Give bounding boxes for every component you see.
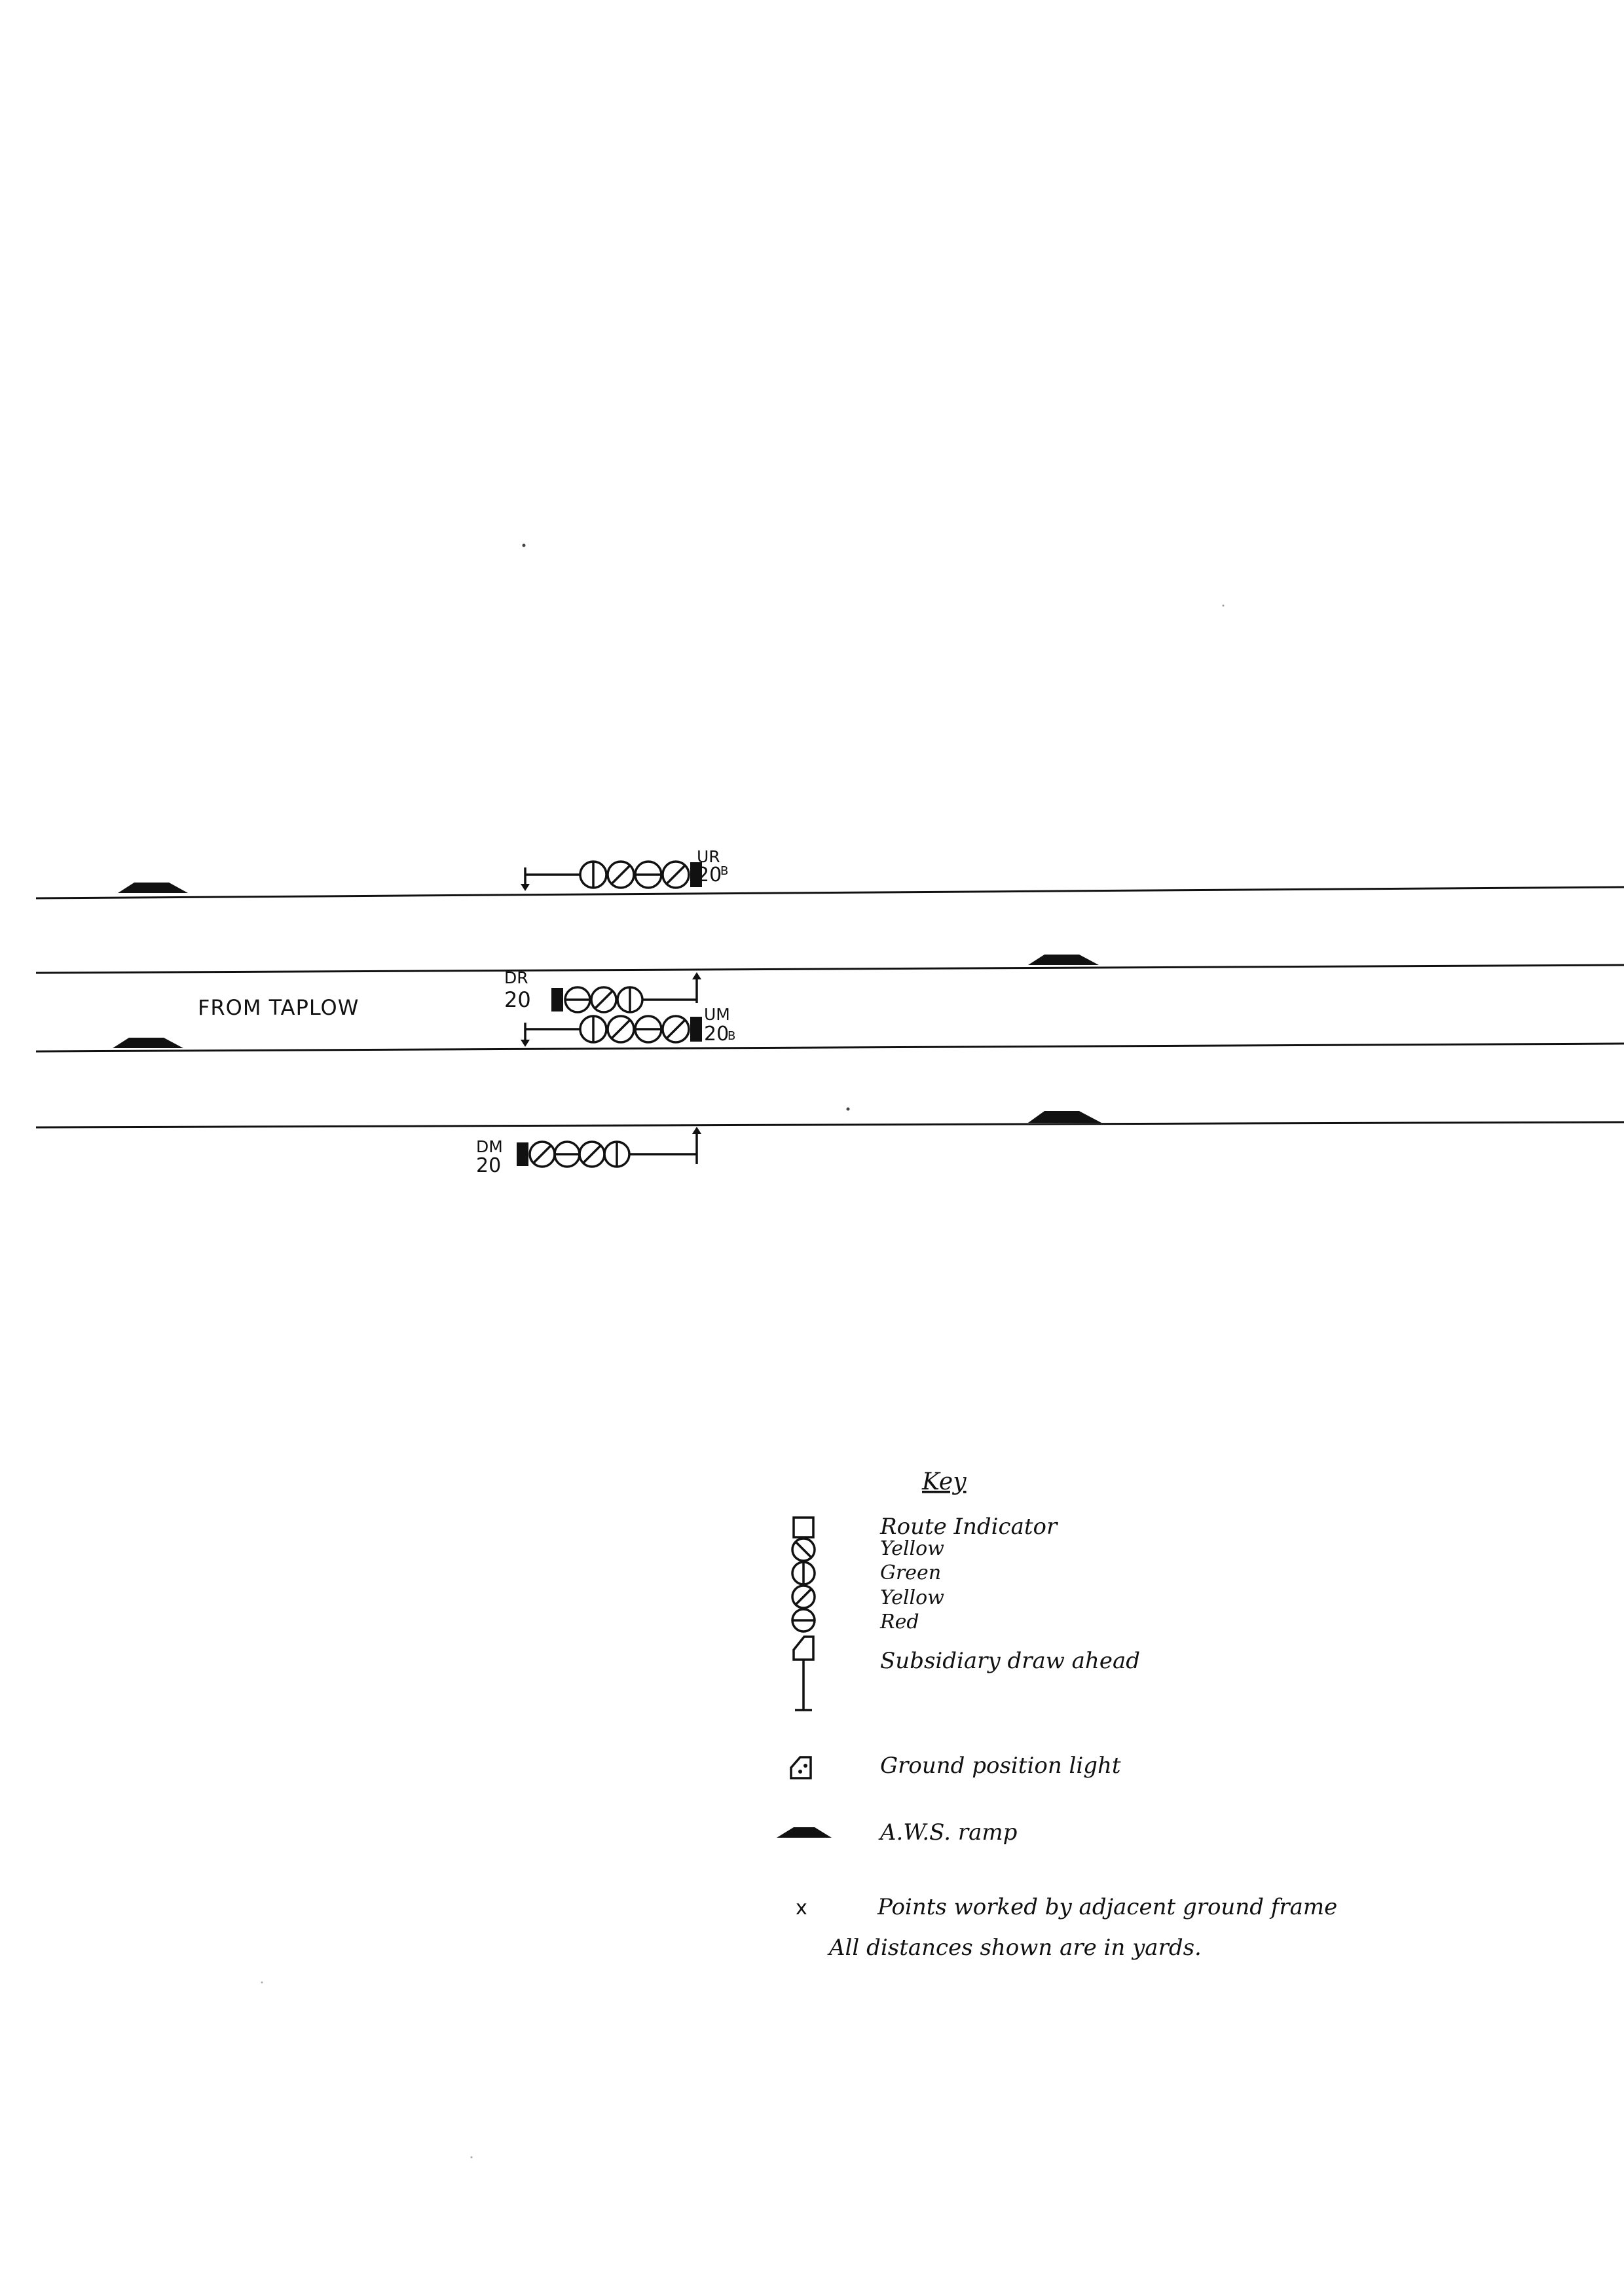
- signal-name: DR: [504, 968, 528, 987]
- aws-ramp-icon: [777, 1827, 832, 1838]
- location-label: FROM TAPLOW: [198, 995, 360, 1020]
- signal-ur-20b: [521, 847, 728, 891]
- signal-dm-20: [476, 1127, 701, 1177]
- signal-dr-20: [504, 968, 701, 1012]
- key-label-points: Points worked by adjacent ground frame: [877, 1894, 1338, 1920]
- key-title: Key: [922, 1468, 967, 1495]
- signal-name: DM: [476, 1137, 503, 1156]
- key-label-green: Green: [880, 1561, 942, 1584]
- track-up-main: [36, 1044, 1624, 1051]
- key-label-yellow: Yellow: [880, 1537, 944, 1560]
- key-label-route-indicator: Route Indicator: [880, 1514, 1058, 1540]
- track-down-main: [36, 1122, 1624, 1127]
- key-label-yellow: Yellow: [880, 1586, 944, 1609]
- key-signal-symbol: [792, 1518, 815, 1710]
- aws-ramp-icon: [1028, 1111, 1101, 1123]
- track-up-relief: [36, 887, 1624, 898]
- signal-name: UR: [697, 847, 720, 866]
- key-distances-note: All distances shown are in yards.: [829, 1935, 1202, 1961]
- signal-suffix: B: [720, 864, 729, 878]
- signal-number: 20: [504, 987, 531, 1012]
- track-down-relief: [36, 965, 1624, 973]
- signal-name: UM: [704, 1005, 730, 1024]
- signal-suffix: B: [728, 1029, 736, 1043]
- signal-number: 20: [476, 1154, 502, 1177]
- key-label-subsidiary: Subsidiary draw ahead: [880, 1648, 1140, 1674]
- aws-ramp-icon: [113, 1038, 183, 1048]
- signal-number: 20: [704, 1023, 729, 1046]
- ground-position-light-icon: [791, 1757, 811, 1778]
- key-legend: [777, 1468, 1337, 1961]
- aws-ramp-icon: [1028, 955, 1099, 965]
- subsidiary-draw-ahead-icon: [794, 1637, 813, 1660]
- signal-number: 20: [697, 864, 722, 886]
- points-symbol: x: [796, 1897, 807, 1920]
- key-label-aws-ramp: A.W.S. ramp: [880, 1819, 1018, 1846]
- key-label-red: Red: [880, 1611, 919, 1633]
- key-label-ground-position-light: Ground position light: [880, 1753, 1121, 1779]
- route-indicator-icon: [794, 1518, 813, 1537]
- aws-ramp-icon: [118, 883, 188, 893]
